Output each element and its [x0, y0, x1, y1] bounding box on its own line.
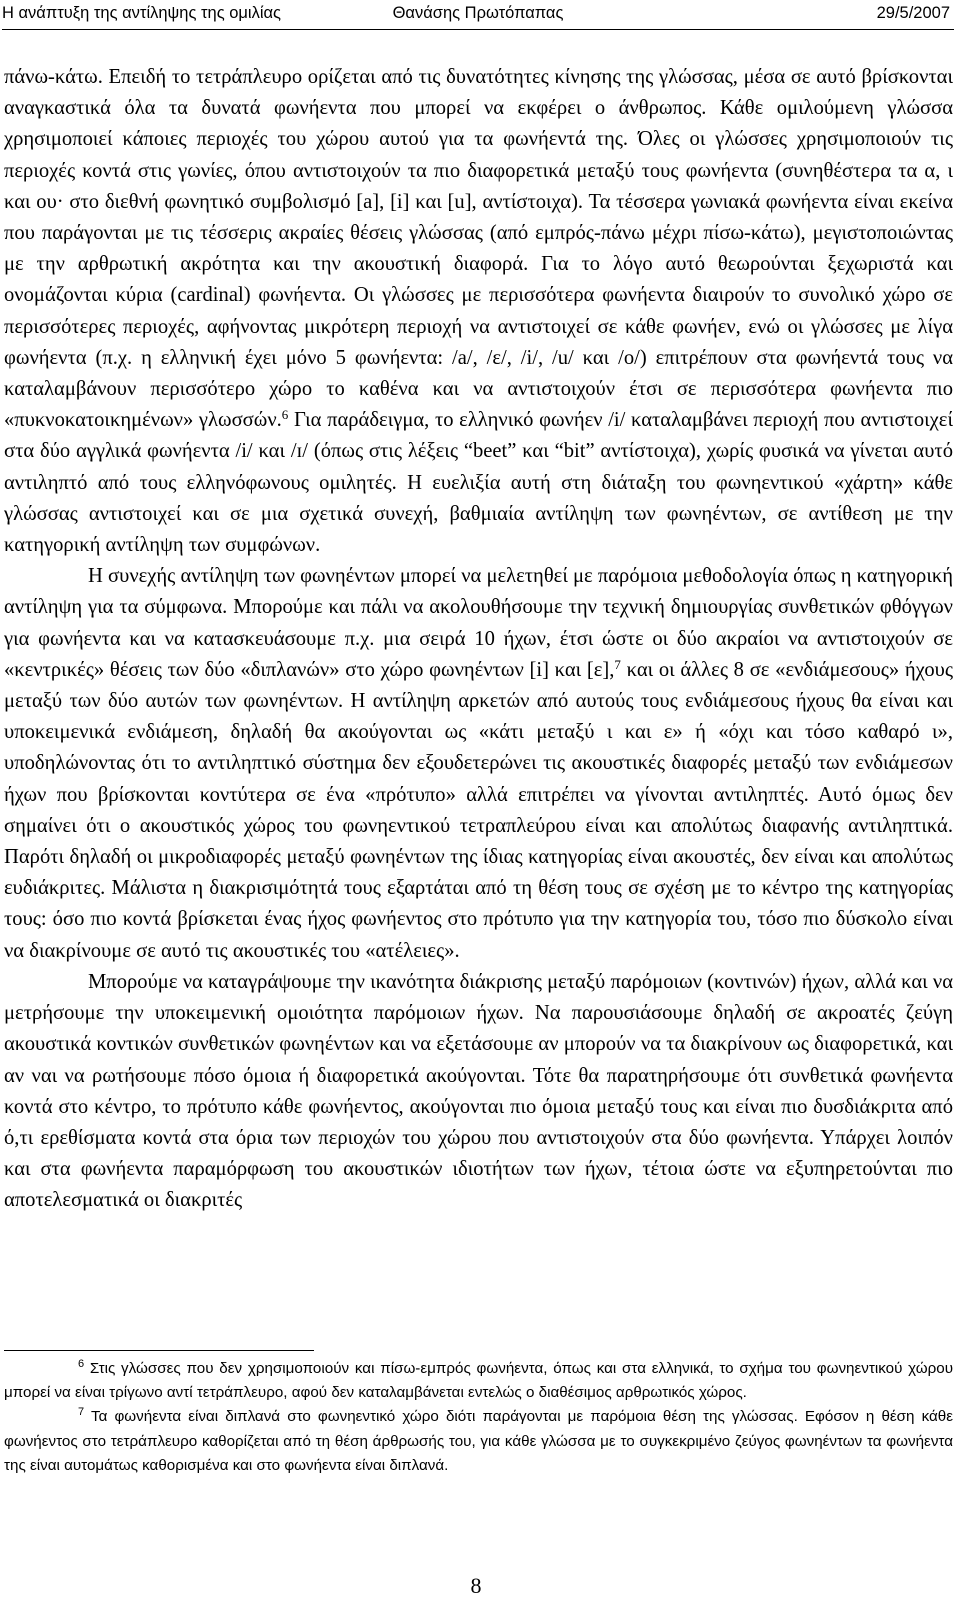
footnote-6	[4, 1357, 953, 1405]
footnote-7	[4, 1405, 953, 1478]
header-date: 29/5/2007	[876, 4, 950, 22]
footnote-7-number: 7	[78, 1406, 85, 1419]
footnote-6-text: Στις γλώσσες που δεν χρησιμοποιούν και πίσω-εμπρός φωνήεντα, όπως και στα ελληνικά, το σχήμα του φωνηεντικού χώρου μπορεί να είναι τρίγωνο αντί τετράπλευρο, αφού δεν καταλαμβάνεται εντελώς ο διαθέσιμος αρθρωτικός χώρος.	[4, 1360, 953, 1402]
footnote-6-number: 6	[78, 1358, 85, 1370]
paragraph-1	[4, 62, 953, 561]
page-number: 8	[470, 1573, 482, 1598]
page-header	[2, 0, 954, 30]
paragraph-2-part-a: Η συνεχής αντίληψη των φωνηέντων μπορεί να μελετηθεί με παρόμοια μεθοδολογία όπως η κατηγορική αντίληψη για τα σύμφωνα. Μπορούμε και πάλι να ακολουθήσουμε την τεχνική δημιουργίας συνθετικών φθόγγων για φωνήεντα και να κατασκευάσουμε π.χ. μια σειρά 10 ήχων, έτσι ώστε οι δύο ακραίοι να αντιστοιχούν σε «κεντρικές» θέσεις των δύο «διπλανών» στο χώρο φωνηέντων [i] και [ε],	[4, 565, 954, 681]
footnote-7-text: Τα φωνήεντα είναι διπλανά στο φωνηεντικό χώρο διότι παράγονται με παρόμοια θέση της γλώσσας. Εφόσον η θέση κάθε φωνήεντος στο τετράπλευρο καθορίζεται από τη θέση άρθρωσής του, για κάθε γλώσσα με το συγκεκριμένο ζεύγος φωνηέντων τα φωνήεντα της είναι αυτομάτως καθορισμένα και στο φωνήεντα είναι διπλανά.	[4, 1408, 953, 1474]
body-text	[4, 62, 953, 1217]
footnotes	[4, 1357, 953, 1478]
paragraph-2	[4, 561, 953, 967]
paragraph-1-part-b: Για παράδειγμα, το ελληνικό φωνήεν /i/ καταλαμβάνει περιοχή που αντιστοιχεί στα δύο αγγλικά φωνήεντα /i/ και /ɪ/ (όπως στις λέξεις “beet” και “bit” αντίστοιχα), χωρίς φυσικά να γίνεται αυτό αντιληπτό από τους ελληνόφωνους ομιλητές. Η ευελιξία αυτή στη διάταξη του φωνηεντικού «χάρτη» κάθε γλώσσας αντιστοιχεί και σε μια σχετικά συνεχή, βαθμιαία αντίληψη των φωνηέντων, σε αντίθεση με την κατηγορική αντίληψη των συμφώνων.	[4, 409, 953, 557]
header-title: Η ανάπτυξη της αντίληψης της ομιλίας	[2, 4, 281, 22]
paragraph-1-part-a: πάνω-κάτω. Επειδή το τετράπλευρο ορίζεται από τις δυνατότητες κίνησης της γλώσσας, μέσα σε αυτό βρίσκονται αναγκαστικά όλα τα δυνατά φωνήεντα που μπορεί να εκφέρει ο άνθρωπος. Κάθε ομιλούμενη γλώσσα χρησιμοποιεί κάποιες περιοχές του χώρου αυτού για τα φωνήεντά της. Όλες οι γλώσσες χρησιμοποιούν τις περιοχές κοντά στις γωνίες, όπου αντιστοιχούν τα πιο διαφορετικά μεταξύ τους φωνήεντα (συνηθέστερα τα α, ι και ου· στο διεθνή φωνητικό συμβολισμό [a], [i] και [u], αντίστοιχα). Τα τέσσερα γωνιακά φωνήεντα είναι εκείνα που παράγονται με τις τέσσερις ακραίες θέσεις γλώσσας (από εμπρός-πάνω μέχρι πίσω-κάτω), μεγιστοποιώντας με την αρθρωτική ακρότητα και την ακουστική διαφορά. Για το λόγο αυτό θεωρούνται ξεχωριστά και ονομάζονται κύρια (cardinal) φωνήεντα. Οι γλώσσες με περισσότερα φωνήεντα διαιρούν το συνολικό χώρο σε περισσότερες περιοχές, αφήνοντας μικρότερη περιοχή να αντιστοιχεί σε κάθε φωνήεν, ενώ οι γλώσσες με λίγα φωνήεντα (π.χ. η ελληνική έχει μόνο 5 φωνήεντα: /a/, /ε/, /i/, /u/ και /o/) επιτρέπουν στα φωνήεντά τους να καταλαμβάνουν περισσότερο χώρο το καθένα και να αντιστοιχούν έτσι σε περισσότερα φωνήεντα πιο «πυκνοκατοικημένων» γλωσσών.	[4, 66, 953, 432]
paragraph-2-part-b: και οι άλλες 8 σε «ενδιάμεσους» ήχους μεταξύ των δύο αυτών των φωνηέντων. Η αντίληψη αρκετών από αυτούς τους ενδιάμεσους ήχους θα είναι και υποκειμενικά ενδιάμεση, δηλαδή θα ακούγονται ως «κάτι μεταξύ ι και ε» ή «όχι και τόσο καθαρό ι», υποδηλώνοντας ότι το αντιληπτικό σύστημα δεν εξουδετερώνει τις ακουστικές διαφορές μεταξύ των ενδιάμεσων ήχων που βρίσκονται κοντύτερα σε ένα «πρότυπο» αλλά επιτρέπει να γίνονται αντιληπτές. Αυτό όμως δεν σημαίνει ότι ο ακουστικός χώρος του φωνηεντικού τετραπλεύρου είναι και απολύτως διαφανής αντιληπτικά. Παρότι δηλαδή οι μικροδιαφορές μεταξύ φωνηέντων της ίδιας κατηγορίας είναι ακουστές, δεν είναι και απολύτως ευδιάκριτες. Μάλιστα η διακρισιμότητά τους εξαρτάται από τη θέση τους σε σχέση με το κέντρο της κατηγορίας τους: όσο πιο κοντά βρίσκεται ένας ήχος φωνήεντος στο πρότυπο για την κατηγορία του, τόσο πιο δύσκολο είναι να διακρίνουμε σε αυτό τις ακουστικές του «ατέλειες».	[4, 658, 953, 962]
paragraph-3: Μπορούμε να καταγράψουμε την ικανότητα διάκρισης μεταξύ παρόμοιων (κοντινών) ήχων, αλλά και να μετρήσουμε την υποκειμενική ομοιότητα παρόμοιων ήχων. Να παρουσιάσουμε δηλαδή σε ακροατές ζεύγη ακουστικά κοντικών συνθετικών φωνηέντων και να εξετάσουμε αν μπορούν να τα διακρίνουν ως διαφορετικά, και αν ναι να ρωτήσουμε πόσο όμοια ή διαφορετικά ακούγονται. Τότε θα παρατηρήσουμε ότι συνθετικά φωνήεντα κοντά στο κέντρο, το πρότυπο κάθε φωνήεντος, ακούγονται πιο όμοια μεταξύ τους και είναι πιο δυσδιάκριτα από ό,τι ερεθίσματα κοντά στα όρια των περιοχών του χώρου που αντιστοιχούν στα δύο φωνήεντα. Υπάρχει λοιπόν και στα φωνήεντα παραμόρφωση του ακουστικών ιδιοτήτων των ήχων, τέτοια ώστε να εξυπηρετούνται πιο αποτελεσματικά οι διακριτές	[4, 970, 953, 1212]
footnote-separator	[4, 1350, 314, 1351]
footnote-ref-7: 7	[614, 656, 621, 672]
header-author: Θανάσης Πρωτόπαπας	[392, 4, 564, 22]
footnote-ref-6: 6	[281, 407, 289, 423]
